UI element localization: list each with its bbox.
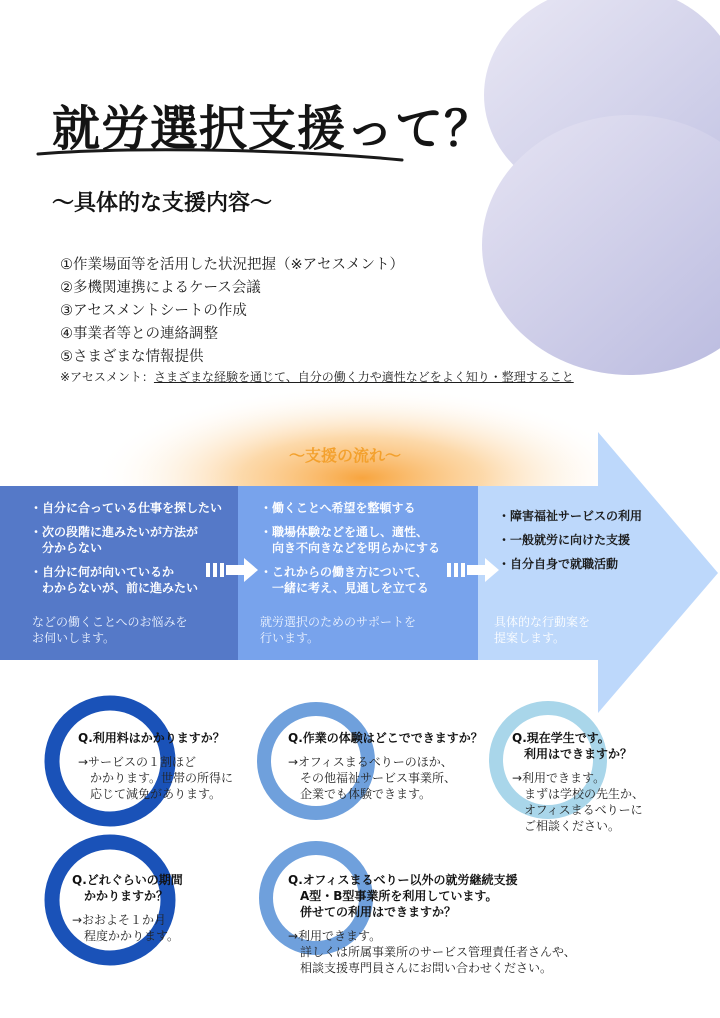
support-list [60,254,404,369]
faq-answer: →オフィスまるべりーのほか、 その他福祉サービス事業所、 企業でも体験できます。 [288,755,457,801]
flow-step-1 [0,486,238,660]
flow-bullet: ・自分に何が向いているか わからないが、前に進みたい [30,565,199,595]
faq-answer: →おおよそ１か月 程度かかります。 [72,913,180,943]
faq-item-5 [288,872,576,976]
flow-bullet: ・一般就労に向けた支援 [498,533,631,547]
page-subtitle: 〜具体的な支援内容〜 [52,191,273,216]
chevron-right-icon [447,558,501,582]
faq-question: Q.作業の体験はどこでできますか？ [288,731,483,745]
faq-question: Q.利用料はかかりますか？ [78,731,225,745]
page-title: 就労選択支援って？ [52,101,494,157]
support-item: ①作業場面等を活用した状況把握（※アセスメント） [60,257,405,273]
flow-step-2-desc: 就労選択のためのサポートを 行います。 [260,615,417,645]
flow-title: 〜支援の流れ〜 [288,446,401,465]
support-item: ②多機関連携によるケース会議 [60,280,261,296]
faq-item-3 [512,730,644,834]
support-item: ④事業者等との連絡調整 [60,326,218,342]
faq-answer: →サービスの１割ほど かかります。世帯の所得に 応じて減免があります。 [78,755,234,801]
faq-question: Q.どれぐらいの期間 かかりますか？ [72,873,183,903]
note-prefix: ※アセスメント： [60,370,154,384]
assessment-note [60,368,574,385]
faq-question: Q.現在学生です。 利用はできますか？ [512,731,633,761]
flow-bullet: ・自分に合っている仕事を探したい [30,501,223,515]
chevron-right-icon [206,558,260,582]
faq-question: Q.オフィスまるべりー以外の就労継続支援 A型・B型事業所を利用しています。 併せての利用はできますか？ [288,873,518,919]
flow-step-1-desc: などの働くことへのお悩みを お伺いします。 [32,615,188,645]
flow-step-3-bullets [498,508,642,580]
faq-item-4 [72,872,183,944]
flow-bullet: ・障害福祉サービスの利用 [498,509,643,523]
note-text: さまざまな経験を通じて、自分の働く力や適性などをよく知り・整理すること [153,370,574,384]
faq-item-2 [288,730,483,802]
flow-step-3-desc: 具体的な行動案を 提案します。 [494,615,591,645]
flow-step-2 [238,486,478,660]
support-item: ⑤さまざまな情報提供 [60,349,204,365]
flow-bullet: ・次の段階に進みたいが方法が 分からない [30,525,199,555]
flow-bullet: ・自分自身で就職活動 [498,557,619,571]
flow-bullet: ・働くことへ希望を整頓する [260,501,416,515]
faq-answer: →利用できます。 詳しくは所属事業所のサービス管理責任者さんや、 相談支援専門員さんにお問い合わせください。 [288,929,576,975]
flow-step-1-bullets [30,500,222,604]
flow-bullet: ・これからの働き方について、 一緒に考え、見通しを立てる [260,565,429,595]
support-item: ③アセスメントシートの作成 [60,303,247,319]
flow-bullet: ・職場体験などを通し、適性、 向き不向きなどを明らかにする [260,525,441,555]
faq-answer: →利用できます。 まずは学校の先生か、 オフィスまるべりーに ご相談ください。 [512,771,645,833]
flow-step-2-bullets [260,500,440,604]
faq-item-1 [78,730,233,802]
